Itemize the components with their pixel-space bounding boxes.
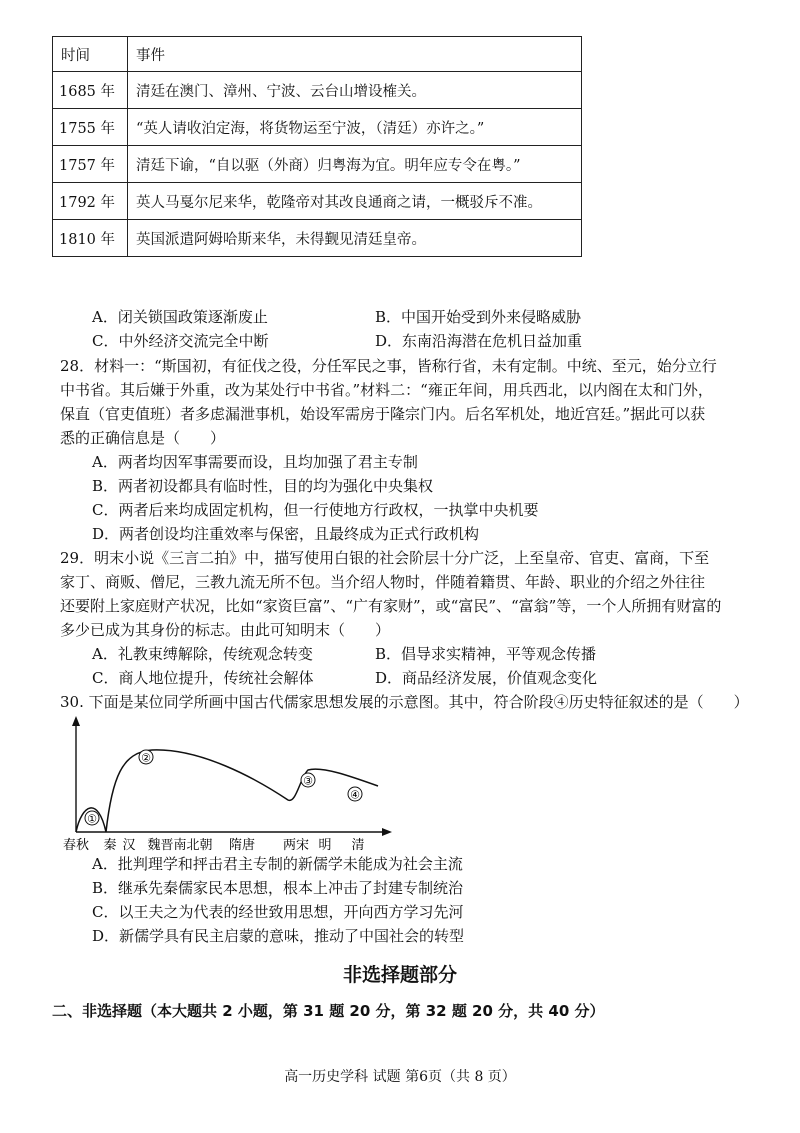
q30-option-b: B．继承先秦儒家民本思想，根本上冲击了封建专制统治: [92, 879, 464, 897]
confucianism-development-diagram: [50, 708, 410, 858]
q27-option-b: B．中国开始受到外来侵略威胁: [375, 308, 582, 326]
table-cell-event: 英人马戛尔尼来华，乾隆帝对其改良通商之请，一概驳斥不准。: [128, 183, 582, 220]
q30-option-c: C．以王夫之为代表的经世致用思想，开向西方学习先河: [92, 903, 464, 921]
table-cell-year: 1685 年: [53, 72, 128, 109]
q29-option-c: C．商人地位提升，传统社会解体: [92, 669, 314, 687]
table-row: [53, 72, 582, 109]
table-row: [53, 183, 582, 220]
stage-2-mark: ②: [141, 751, 151, 765]
q28-option-d: D．两者创设均注重效率与保密，且最终成为正式行政机构: [92, 525, 480, 543]
table-cell-event: 清廷在澳门、漳州、宁波、云台山增设榷关。: [128, 72, 582, 109]
q29-stem-line-3: 还要附上家庭财产状况，比如“家资巨富”、“广有家财”，或“富民”、“富翁”等，一个人所拥有财富的: [60, 597, 722, 615]
axis-label-qin: 秦: [103, 838, 117, 853]
q29-stem-line-2: 家丁、商贩、僧尼，三教九流无所不包。当介绍人物时，伴随着籍贯、年龄、职业的介绍之外往往: [60, 573, 706, 591]
axis-label-ming: 明: [318, 838, 332, 853]
table-header-time: 时间: [53, 37, 128, 72]
section-title: 非选择题部分: [342, 964, 457, 986]
development-curve: [76, 750, 378, 832]
table-cell-event: “英人请收泊定海，将货物运至宁波，（清廷）亦许之。”: [128, 109, 582, 146]
events-table: [52, 36, 582, 257]
q28-option-a: A．两者均因军事需要而设，且均加强了君主专制: [92, 453, 418, 471]
q28-stem-line-2: 中书省。其后嫌于外重，改为某处行中书省。”材料二：“雍正年间，用兵西北，以内阁在太和门外，: [60, 381, 713, 399]
table-cell-event: 英国派遣阿姆哈斯来华，未得觐见清廷皇帝。: [128, 220, 582, 257]
page-footer: 高一历史学科 试题 第6页（共 8 页）: [284, 1069, 516, 1085]
q30-stem: 30. 下面是某位同学所画中国古代儒家思想发展的示意图。其中，符合阶段④历史特征叙述的是（ ）: [60, 693, 749, 711]
table-header-row: [53, 37, 582, 72]
stage-4-mark: ④: [350, 788, 360, 802]
axis-label-weijin-nanbeichao: 魏晋南北朝: [147, 838, 213, 853]
table-cell-event: 清廷下谕，“自以驱（外商）归粤海为宜。明年应专令在粤。”: [128, 146, 582, 183]
q27-option-d: D．东南沿海潜在危机日益加重: [375, 332, 583, 350]
table-cell-year: 1810 年: [53, 220, 128, 257]
table-header-event: 事件: [128, 37, 582, 72]
q30-option-d: D．新儒学具有民主启蒙的意味，推动了中国社会的转型: [92, 927, 465, 945]
y-axis-arrow-icon: [72, 716, 80, 726]
q29-option-a: A．礼教束缚解除，传统观念转变: [92, 645, 313, 663]
q27-option-a: A．闭关锁国政策逐渐废止: [92, 308, 268, 326]
axis-label-chunqiu: 春秋: [62, 838, 90, 853]
axis-label-liangsong: 两宋: [282, 838, 310, 853]
table-row: [53, 109, 582, 146]
q28-stem-line-1: 28．材料一：“斯国初，有征伐之役，分任军民之事，皆称行省，未有定制。中统、至元，始分立行: [60, 357, 717, 375]
q29-stem-line-1: 29．明末小说《三言二拍》中，描写使用白银的社会阶层十分广泛，上至皇帝、官吏、富商，下至: [60, 549, 710, 567]
q28-stem-line-4: 悉的正确信息是（ ）: [60, 429, 226, 447]
axis-label-han: 汉: [122, 838, 136, 853]
table-row: [53, 146, 582, 183]
x-axis-arrow-icon: [382, 828, 392, 836]
axis-label-suitang: 隋唐: [228, 838, 256, 853]
q28-option-b: B．两者初设都具有临时性，目的均为强化中央集权: [92, 477, 434, 495]
table-row: [53, 220, 582, 257]
part-heading: 二、非选择题（本大题共 2 小题，第 31 题 20 分，第 32 题 20 分，共 40 分）: [52, 1002, 605, 1020]
q29-option-d: D．商品经济发展，价值观念变化: [375, 669, 598, 687]
table-cell-year: 1757 年: [53, 146, 128, 183]
q28-option-c: C．两者后来均成固定机构，但一行使地方行政权，一执掌中央机要: [92, 501, 539, 519]
q27-option-c: C．中外经济交流完全中断: [92, 332, 269, 350]
q29-option-b: B．倡导求实精神，平等观念传播: [375, 645, 597, 663]
table-cell-year: 1792 年: [53, 183, 128, 220]
table-cell-year: 1755 年: [53, 109, 128, 146]
q30-option-a: A．批判理学和抨击君主专制的新儒学未能成为社会主流: [92, 855, 463, 873]
stage-1-mark: ①: [87, 812, 97, 826]
q28-stem-line-3: 保直（官吏值班）者多虑漏泄事机，始设军需房于隆宗门内。后名军机处，地近宫廷。”据此可以获: [60, 405, 706, 423]
stage-3-mark: ③: [303, 774, 313, 788]
q29-stem-line-4: 多少已成为其身份的标志。由此可知明末（ ）: [60, 621, 391, 639]
axis-label-qing: 清: [351, 838, 365, 853]
